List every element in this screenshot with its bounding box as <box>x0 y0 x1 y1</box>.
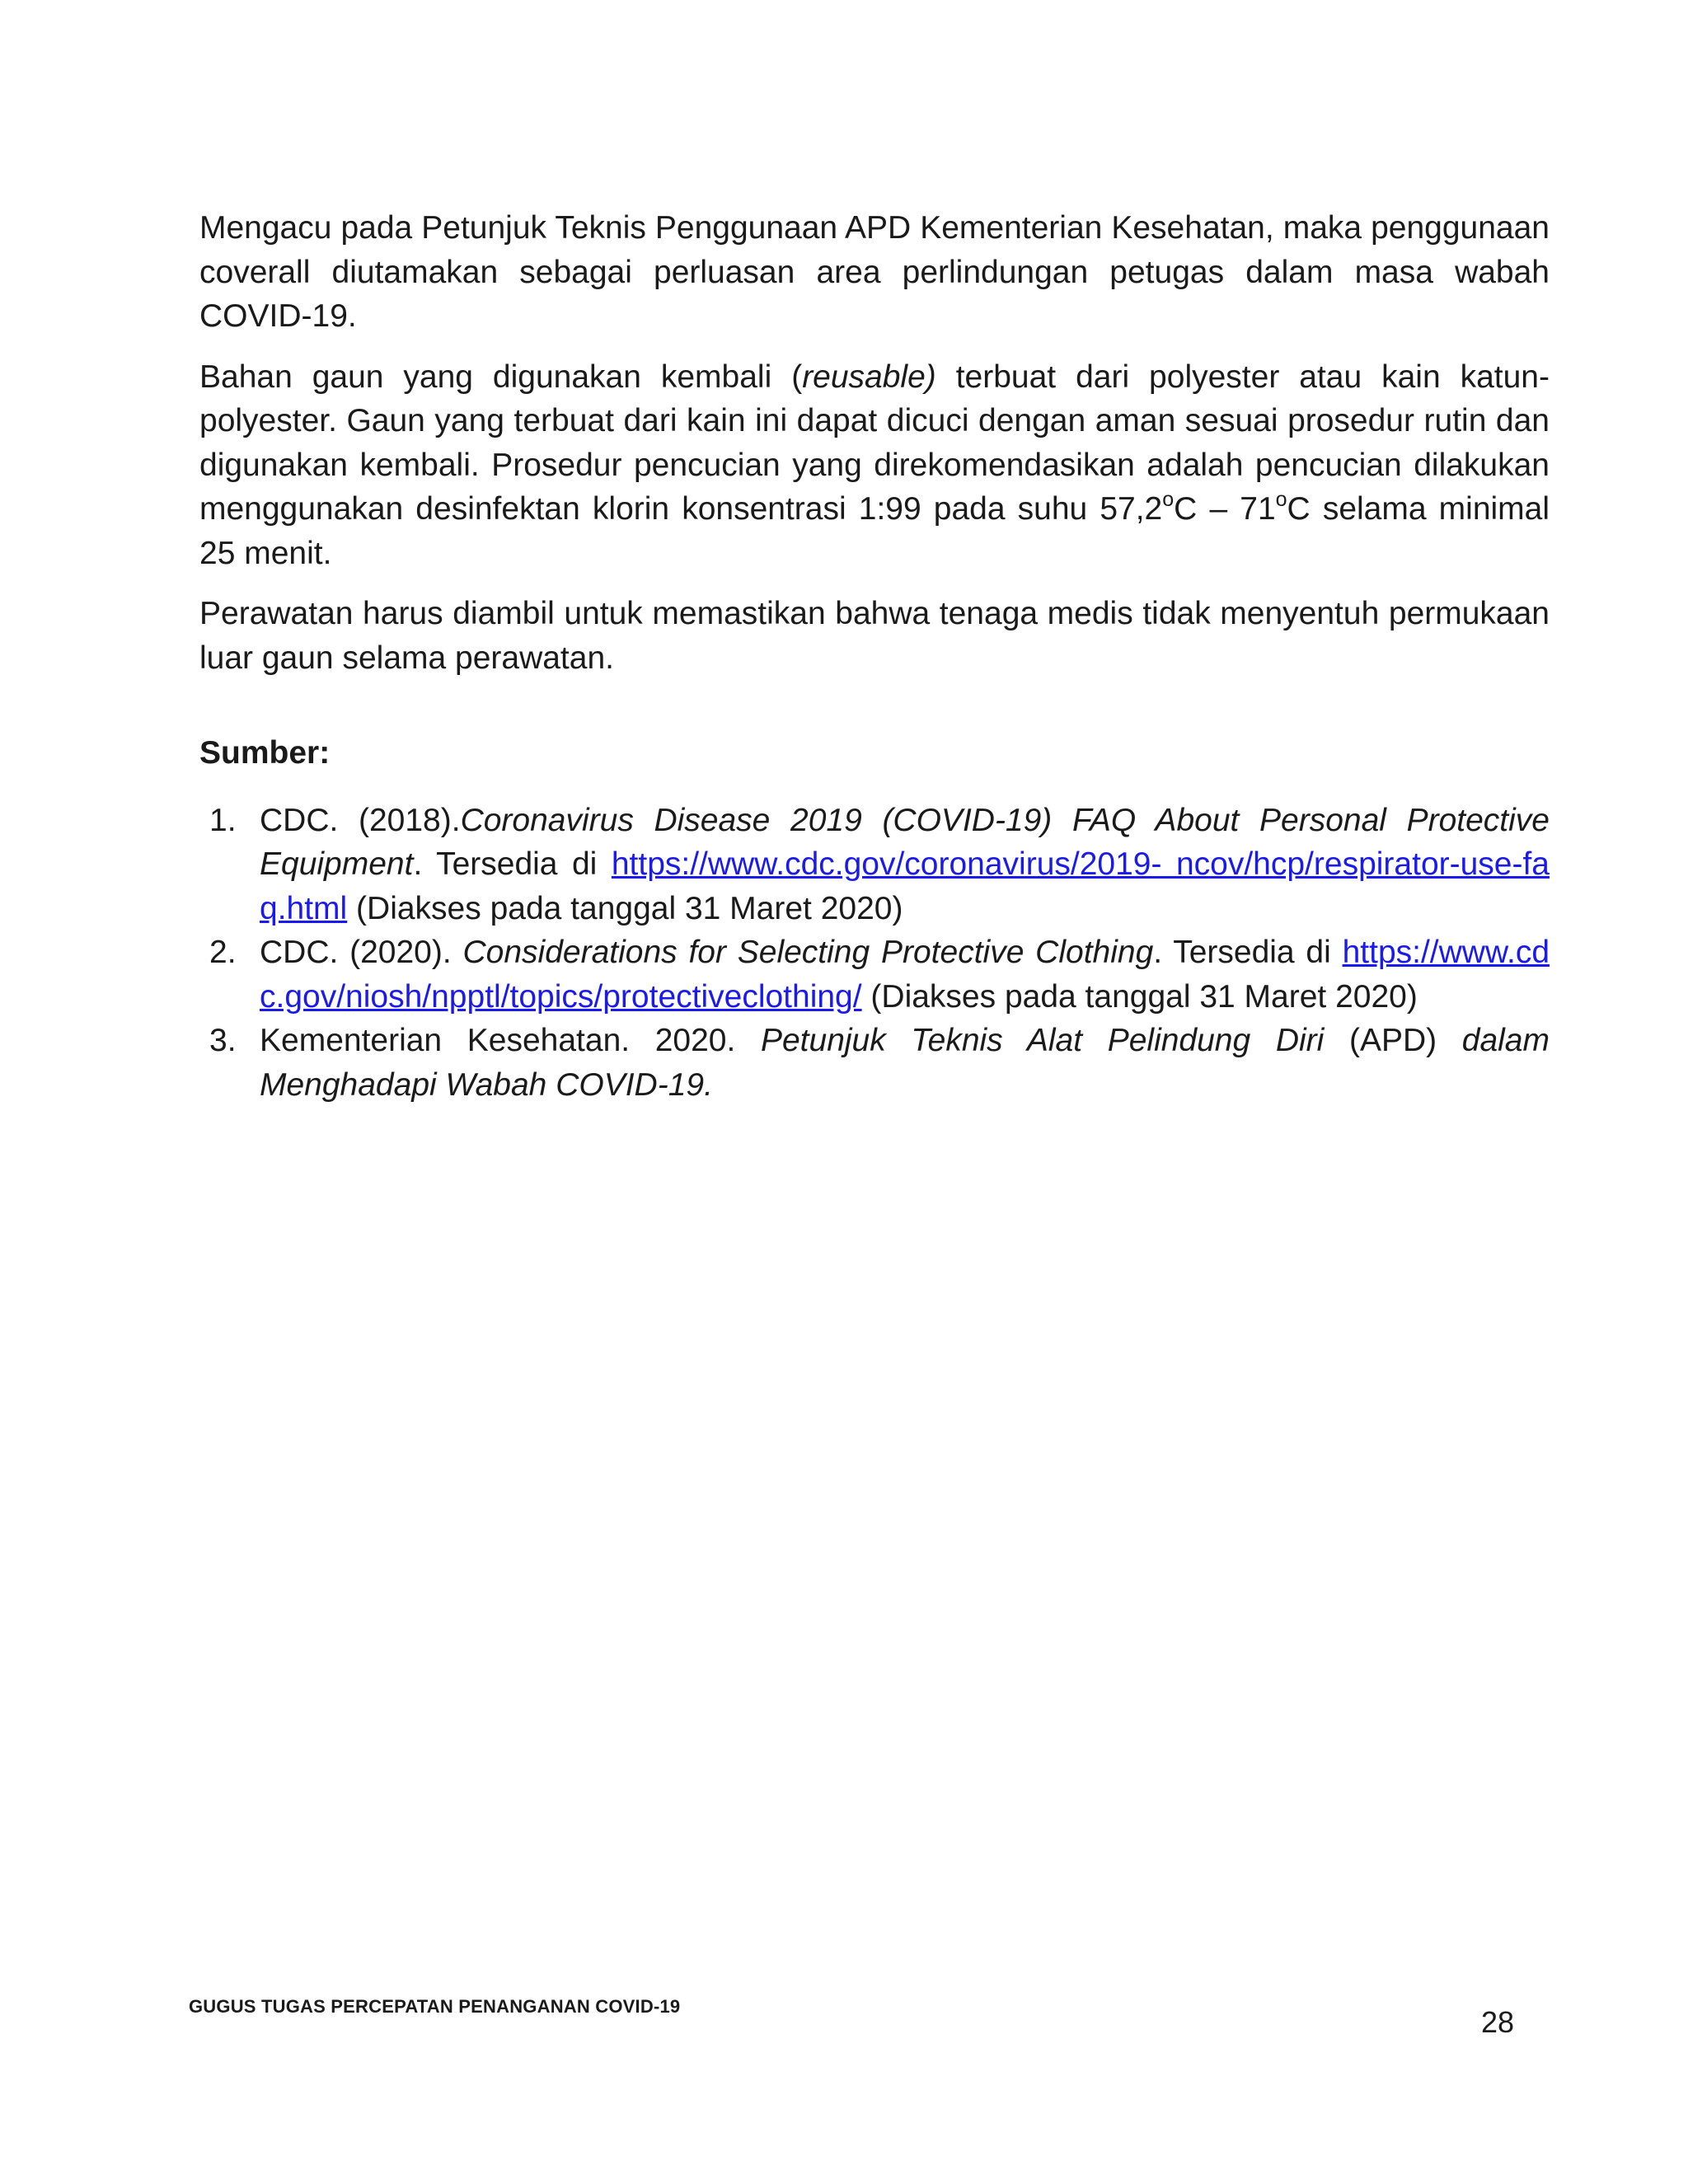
page-content <box>199 206 1550 1107</box>
source-item <box>199 930 1550 1019</box>
source-title: Petunjuk Teknis Alat Pelindung Diri <box>760 1023 1325 1058</box>
list-number: 2. <box>209 935 237 970</box>
text-segment: . Tersedia di <box>1153 935 1343 970</box>
source-link[interactable]: https://www.cdc.gov/coronavirus/2019- ncov/hcp/respirator-use-faq.html <box>260 846 1550 926</box>
source-title-continued: dalam Menghadapi Wabah COVID-19. <box>260 1023 1550 1103</box>
text-segment: (Diakses pada tanggal 31 Maret 2020) <box>861 978 1418 1015</box>
page-number: 28 <box>1481 2005 1515 2039</box>
list-number: 1. <box>209 802 237 838</box>
text-segment: C – 71 <box>1174 491 1276 527</box>
source-title: Coronavirus Disease 2019 (COVID-19) FAQ About Personal Protective Equipment <box>260 802 1550 882</box>
text-segment: terbuat dari polyester atau kain katun-polyester. Gaun yang terbuat dari kain ini dapat dicuci dengan aman sesuai prosedur rutin dan digunakan kembali. Prosedur pencucian yang direkomendasikan adalah pencucian dilakukan menggunakan desinfektan klorin konsentrasi 1:99 pada suhu 57,2 <box>199 359 1550 527</box>
reusable-term: reusable) <box>802 359 936 395</box>
text-segment: Bahan gaun yang digunakan kembali ( <box>199 359 803 395</box>
sources-list <box>199 799 1550 1108</box>
text-segment: C selama minimal 25 menit. <box>199 491 1550 571</box>
source-item <box>199 1019 1550 1107</box>
footer-organization: GUGUS TUGAS PERCEPATAN PENANGANAN COVID-19 <box>189 1996 681 2017</box>
text-segment: (APD) <box>1324 1023 1462 1058</box>
list-number: 3. <box>209 1023 237 1058</box>
source-title: Considerations for Selecting Protective Clothing <box>462 935 1154 970</box>
paragraph-care: Perawatan harus diambil untuk memastikan bahwa tenaga medis tidak menyentuh permukaan luar gaun selama perawatan. <box>199 596 1550 676</box>
source-link[interactable]: https://www.cdc.gov/niosh/npptl/topics/protectiveclothing/ <box>260 935 1550 1015</box>
sources-heading: Sumber: <box>199 735 331 771</box>
source-item <box>199 799 1550 931</box>
text-segment: (Diakses pada tanggal 31 Maret 2020) <box>347 890 903 926</box>
text-segment: CDC. (2018). <box>260 802 461 838</box>
paragraph-coverall: Mengacu pada Petunjuk Teknis Penggunaan APD Kementerian Kesehatan, maka penggunaan coverall diutamakan sebagai perluasan area perlindungan petugas dalam masa wabah COVID-19. <box>199 210 1550 334</box>
text-segment: CDC. (2020). <box>260 935 463 970</box>
paragraph-gown-material <box>199 355 1550 576</box>
text-segment: Kementerian Kesehatan. 2020. <box>260 1023 761 1058</box>
degree-mark: o <box>1162 488 1175 511</box>
degree-mark: o <box>1275 488 1287 511</box>
text-segment: . Tersedia di <box>413 846 612 882</box>
